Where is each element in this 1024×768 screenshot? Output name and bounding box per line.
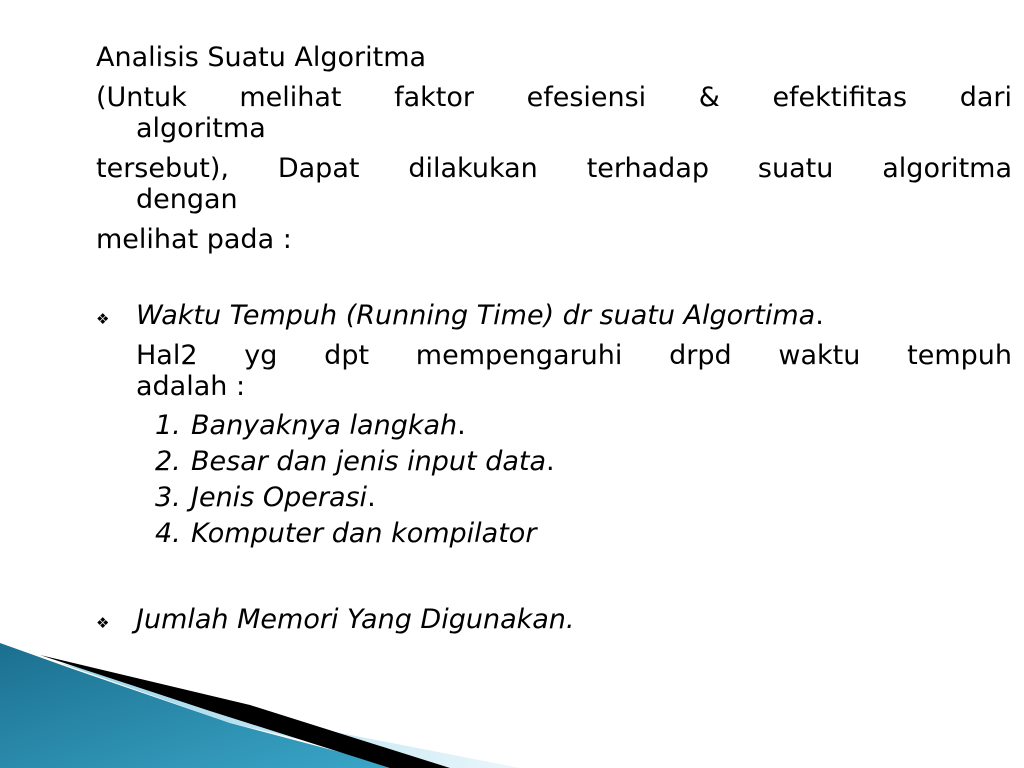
diamond-bullet-icon: ❖ bbox=[96, 614, 110, 632]
sub-line-1b: 2 bbox=[180, 340, 198, 371]
intro-line-1: (Untuk melihat faktor efesiensi & efektifitas dari bbox=[96, 82, 1012, 113]
bullet-1-suffix: . bbox=[815, 300, 824, 331]
intro-line-1-wrap: algoritma bbox=[136, 113, 266, 144]
bullet-1 bbox=[136, 300, 824, 331]
decorative-swoosh-graphic bbox=[0, 643, 620, 768]
intro-line-3: melihat pada : bbox=[96, 224, 292, 255]
factor-number: 4. bbox=[155, 518, 181, 549]
factor-number: 2. bbox=[155, 446, 181, 477]
sub-line-1 bbox=[136, 340, 1012, 371]
bullet-1-text: Waktu Tempuh (Running Time) dr suatu Algortima bbox=[136, 300, 816, 331]
factor-suffix: . bbox=[457, 410, 466, 441]
factor-number: 1. bbox=[155, 410, 181, 441]
factor-item bbox=[155, 446, 555, 477]
intro-line-2: tersebut), Dapat dilakukan terhadap suatu algoritma bbox=[96, 153, 1012, 184]
sub-line-1c: yg dpt mempengaruhi drpd waktu tempuh bbox=[197, 340, 1012, 371]
bullet-2: Jumlah Memori Yang Digunakan. bbox=[136, 604, 575, 635]
sub-line-1-wrap: adalah : bbox=[136, 371, 246, 402]
factor-item bbox=[155, 482, 376, 513]
factor-suffix: . bbox=[546, 446, 555, 477]
intro-line-2-wrap: dengan bbox=[136, 184, 238, 215]
factor-text: Besar dan jenis input data bbox=[191, 446, 547, 477]
factor-item bbox=[155, 410, 466, 441]
factor-text: Komputer dan kompilator bbox=[191, 518, 537, 549]
factor-item bbox=[155, 518, 536, 549]
factor-suffix: . bbox=[367, 482, 376, 513]
diamond-bullet-icon: ❖ bbox=[96, 310, 110, 328]
slide-title: Analisis Suatu Algoritma bbox=[96, 42, 427, 73]
factor-text: Jenis Operasi bbox=[191, 482, 368, 513]
factor-text: Banyaknya langkah bbox=[191, 410, 458, 441]
factor-number: 3. bbox=[155, 482, 181, 513]
sub-line-1a: Hal bbox=[136, 340, 181, 371]
